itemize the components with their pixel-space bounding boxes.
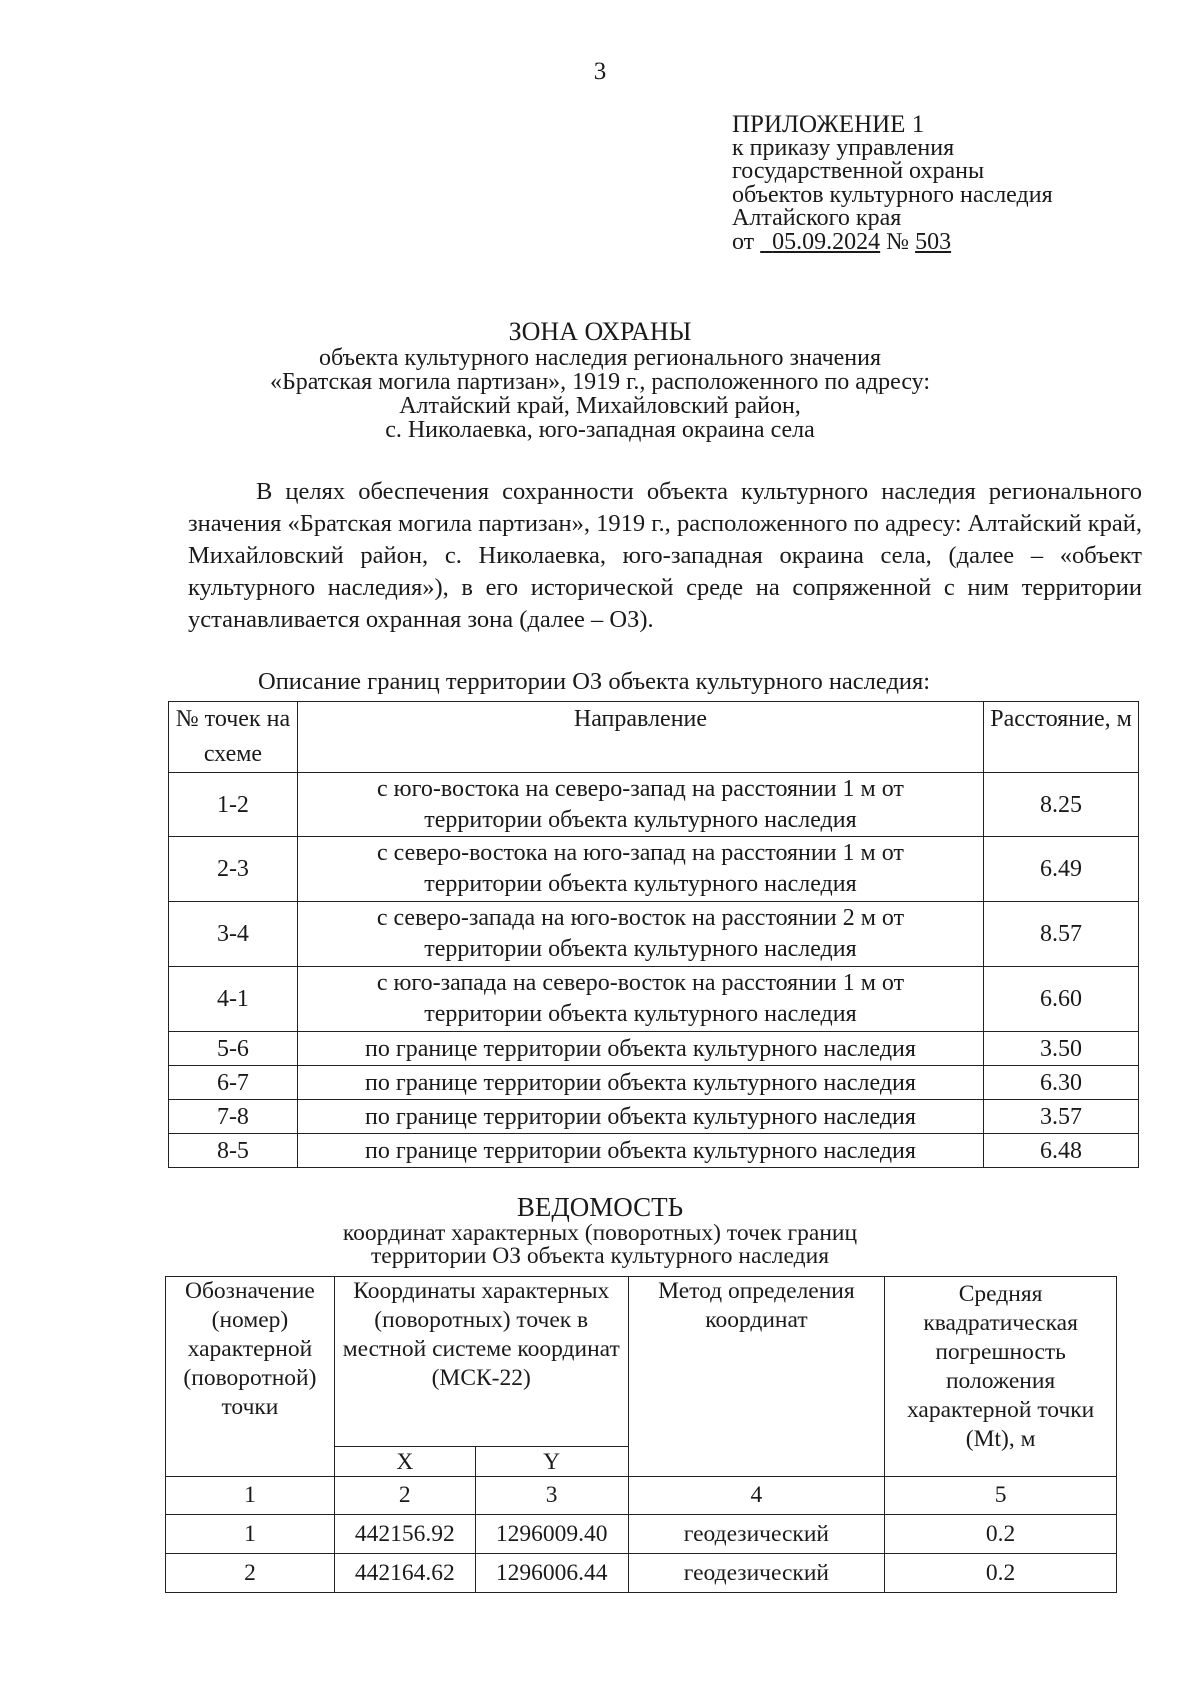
points-cell: 7-8 xyxy=(169,1100,298,1134)
direction-cell: по границе территории объекта культурного наследия xyxy=(297,1032,983,1066)
coordinates-table xyxy=(165,1276,1117,1593)
date-prefix: от xyxy=(732,228,755,255)
intro-paragraph: В целях обеспечения сохранности объекта культурного наследия регионального значения «Братская могила партизан», 1919 г., расположенного по адресу: Алтайский край, Михайловский район, с. Николаевка, юго-западная окраина села, (далее – «объект культурного наследия»), в его исторической среде на сопряженной с ним территории устанавливается охранная зона (далее – ОЗ). xyxy=(188,478,1142,633)
coordinates-subtitle: территории ОЗ объекта культурного наследия xyxy=(371,1242,829,1269)
boundary-table-caption: Описание границ территории ОЗ объекта культурного наследия: xyxy=(258,668,931,695)
appendix-line: Алтайского края xyxy=(732,205,902,231)
direction-cell: с северо-востока на юго-запад на расстоянии 1 м от территории объекта культурного наследия xyxy=(297,837,983,902)
table-row xyxy=(169,902,1139,967)
boundary-table xyxy=(168,701,1139,1168)
zone-subtitle-line: Алтайский край, Михайловский район, xyxy=(399,393,801,419)
header-direction: Направление xyxy=(297,702,983,773)
point-cell: 1 xyxy=(166,1515,335,1554)
appendix-block xyxy=(732,113,1053,254)
appendix-line: государственной охраны xyxy=(732,158,985,184)
header-method: Метод определения координат xyxy=(628,1277,885,1477)
points-cell: 8-5 xyxy=(169,1134,298,1168)
page-number: 3 xyxy=(593,58,607,85)
points-cell: 5-6 xyxy=(169,1032,298,1066)
direction-cell: с юго-востока на северо-запад на расстоянии 1 м от территории объекта культурного наследия xyxy=(297,773,983,837)
distance-cell: 6.30 xyxy=(984,1066,1139,1100)
order-number: 503 xyxy=(915,228,952,255)
coordinates-subtitle: координат характерных (поворотных) точек границ xyxy=(342,1220,858,1246)
distance-cell: 3.57 xyxy=(984,1100,1139,1134)
y-cell: 1296009.40 xyxy=(475,1515,628,1554)
direction-cell: с юго-запада на северо-восток на расстоянии 1 м от территории объекта культурного наследия xyxy=(297,967,983,1032)
points-cell: 4-1 xyxy=(169,967,298,1032)
distance-cell: 8.57 xyxy=(984,902,1139,967)
table-header-row xyxy=(169,702,1139,773)
table-row xyxy=(166,1554,1117,1593)
direction-cell: с северо-запада на юго-восток на расстоянии 2 м от территории объекта культурного наследия xyxy=(297,902,983,967)
points-cell: 2-3 xyxy=(169,837,298,902)
table-row xyxy=(169,1066,1139,1100)
zone-subtitle-line: «Братская могила партизан», 1919 г., расположенного по адресу: xyxy=(269,369,931,395)
table-row xyxy=(166,1515,1117,1554)
column-number: 4 xyxy=(628,1477,885,1515)
table-header-row xyxy=(166,1277,1117,1447)
header-distance: Расстояние, м xyxy=(984,702,1139,773)
x-cell: 442164.62 xyxy=(334,1554,475,1593)
appendix-line: объектов культурного наследия xyxy=(732,181,1053,208)
point-cell: 2 xyxy=(166,1554,335,1593)
error-cell: 0.2 xyxy=(885,1515,1117,1554)
column-number: 2 xyxy=(334,1477,475,1515)
appendix-line: к приказу управления xyxy=(732,134,955,161)
zone-title-block xyxy=(0,318,1200,442)
distance-cell: 3.50 xyxy=(984,1032,1139,1066)
header-error: Средняя квадратическая погрешность положения характерной точки (Mt), м xyxy=(885,1277,1117,1477)
distance-cell: 6.48 xyxy=(984,1134,1139,1168)
column-number: 3 xyxy=(475,1477,628,1515)
error-cell: 0.2 xyxy=(885,1554,1117,1593)
column-number-row xyxy=(166,1477,1117,1515)
table-row xyxy=(169,1100,1139,1134)
header-designation: Обозначение (номер) характерной (поворотной) точки xyxy=(166,1277,335,1477)
appendix-date-line xyxy=(732,228,1053,255)
zone-subtitle-line: с. Николаевка, юго-западная окраина села xyxy=(385,417,815,443)
zone-subtitle-line: объекта культурного наследия регионального значения xyxy=(318,345,882,371)
header-y: Y xyxy=(475,1447,628,1477)
order-date: 05.09.2024 xyxy=(772,228,881,255)
direction-cell: по границе территории объекта культурного наследия xyxy=(297,1066,983,1100)
table-row xyxy=(169,967,1139,1032)
points-cell: 1-2 xyxy=(169,773,298,837)
coordinates-heading xyxy=(0,1192,1200,1267)
direction-cell: по границе территории объекта культурного наследия xyxy=(297,1100,983,1134)
appendix-title: ПРИЛОЖЕНИЕ 1 xyxy=(732,111,925,138)
method-cell: геодезический xyxy=(628,1554,885,1593)
method-cell: геодезический xyxy=(628,1515,885,1554)
distance-cell: 6.60 xyxy=(984,967,1139,1032)
header-x: X xyxy=(334,1447,475,1477)
number-prefix: № xyxy=(886,228,910,255)
distance-cell: 6.49 xyxy=(984,837,1139,902)
table-row xyxy=(169,837,1139,902)
distance-cell: 8.25 xyxy=(984,773,1139,837)
column-number: 1 xyxy=(166,1477,335,1515)
header-points: № точек на схеме xyxy=(169,702,298,773)
coordinates-title: ВЕДОМОСТЬ xyxy=(516,1192,684,1222)
direction-cell: по границе территории объекта культурного наследия xyxy=(297,1134,983,1168)
x-cell: 442156.92 xyxy=(334,1515,475,1554)
table-row xyxy=(169,773,1139,837)
table-row xyxy=(169,1032,1139,1066)
points-cell: 6-7 xyxy=(169,1066,298,1100)
header-coordinates: Координаты характерных (поворотных) точек в местной системе координат (МСК-22) xyxy=(334,1277,628,1447)
column-number: 5 xyxy=(885,1477,1117,1515)
zone-title: ЗОНА ОХРАНЫ xyxy=(508,317,692,346)
table-row xyxy=(169,1134,1139,1168)
y-cell: 1296006.44 xyxy=(475,1554,628,1593)
points-cell: 3-4 xyxy=(169,902,298,967)
